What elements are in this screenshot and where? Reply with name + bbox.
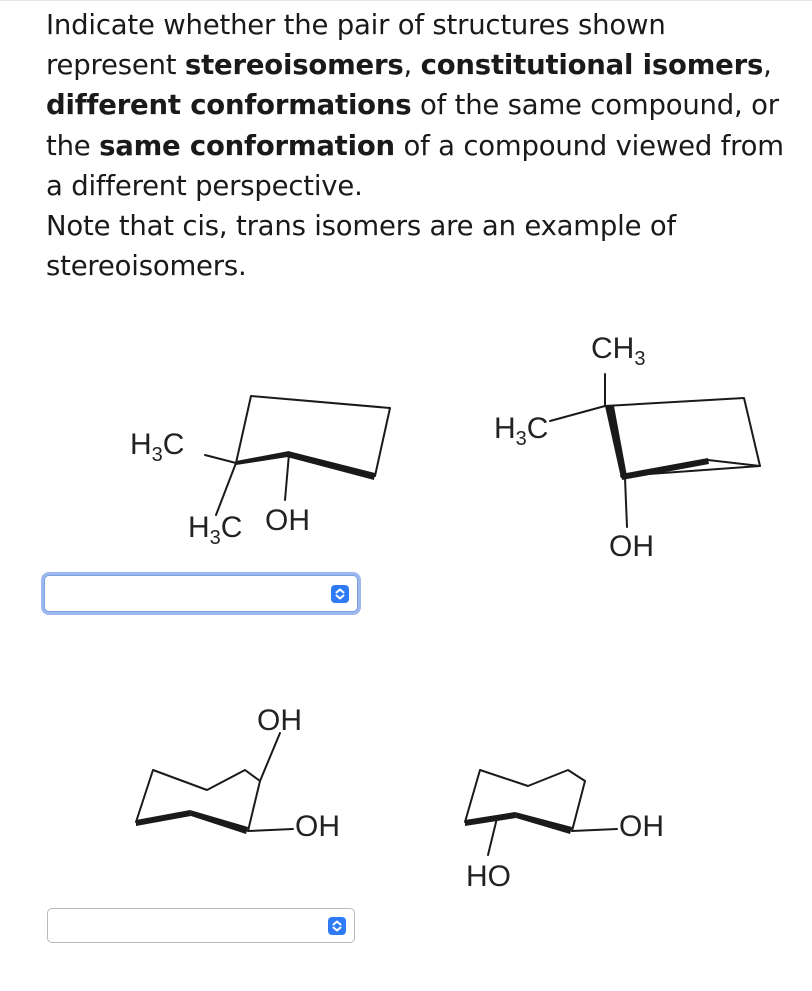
oh-label: OH: [609, 530, 654, 563]
pair1-left-structure: [120, 380, 420, 560]
top-divider: [0, 0, 812, 1]
term-different-conformations: different conformations: [46, 89, 412, 122]
chevron-updown-icon: [331, 585, 349, 603]
h3c-label: $H_3C$: [130, 428, 185, 466]
term-constitutional-isomers: constitutional isomers: [420, 49, 764, 82]
question-instructions: [46, 5, 786, 206]
chevron-updown-icon: [328, 917, 346, 935]
wedge-bond: [136, 810, 191, 826]
pair1-answer-select[interactable]: [44, 575, 358, 612]
oh-label: OH: [265, 504, 310, 537]
h3c-label: $H_3C$: [188, 511, 243, 549]
term-same-conformation: same conformation: [99, 129, 395, 162]
wedge-bond: [287, 451, 375, 480]
wedge-bond: [515, 812, 572, 834]
pair2-answer-select[interactable]: [47, 908, 355, 943]
oh-label: OH: [619, 810, 664, 843]
oh-label: OH: [295, 810, 340, 843]
term-stereoisomers: stereoisomers: [184, 49, 404, 82]
pair1-right-structure: [480, 325, 780, 565]
wedge-bond: [190, 810, 248, 834]
question-note: Note that cis, trans isomers are an example of stereoisomers.: [46, 210, 676, 283]
wedge-bond: [605, 406, 627, 478]
h3c-label: $H_3C$: [494, 412, 549, 450]
question-segment: Indicate whether the pair of structures shown represent: [46, 9, 666, 82]
question-text: [46, 5, 786, 286]
wedge-bond: [621, 458, 709, 480]
ho-label: HO: [466, 860, 511, 893]
question-segment: of the same compound, or the: [46, 89, 779, 162]
wedge-bond: [465, 812, 516, 826]
wedge-bond: [236, 451, 289, 465]
pair2-left-structure: [130, 695, 360, 845]
question-segment: ,: [403, 49, 421, 82]
question-segment: of a compound viewed from a different perspective.: [46, 129, 784, 202]
pair2-right-structure: [440, 750, 690, 900]
question-segment: ,: [763, 49, 772, 82]
ch3-label: $CH_3$: [591, 332, 646, 370]
oh-label: OH: [257, 704, 302, 737]
